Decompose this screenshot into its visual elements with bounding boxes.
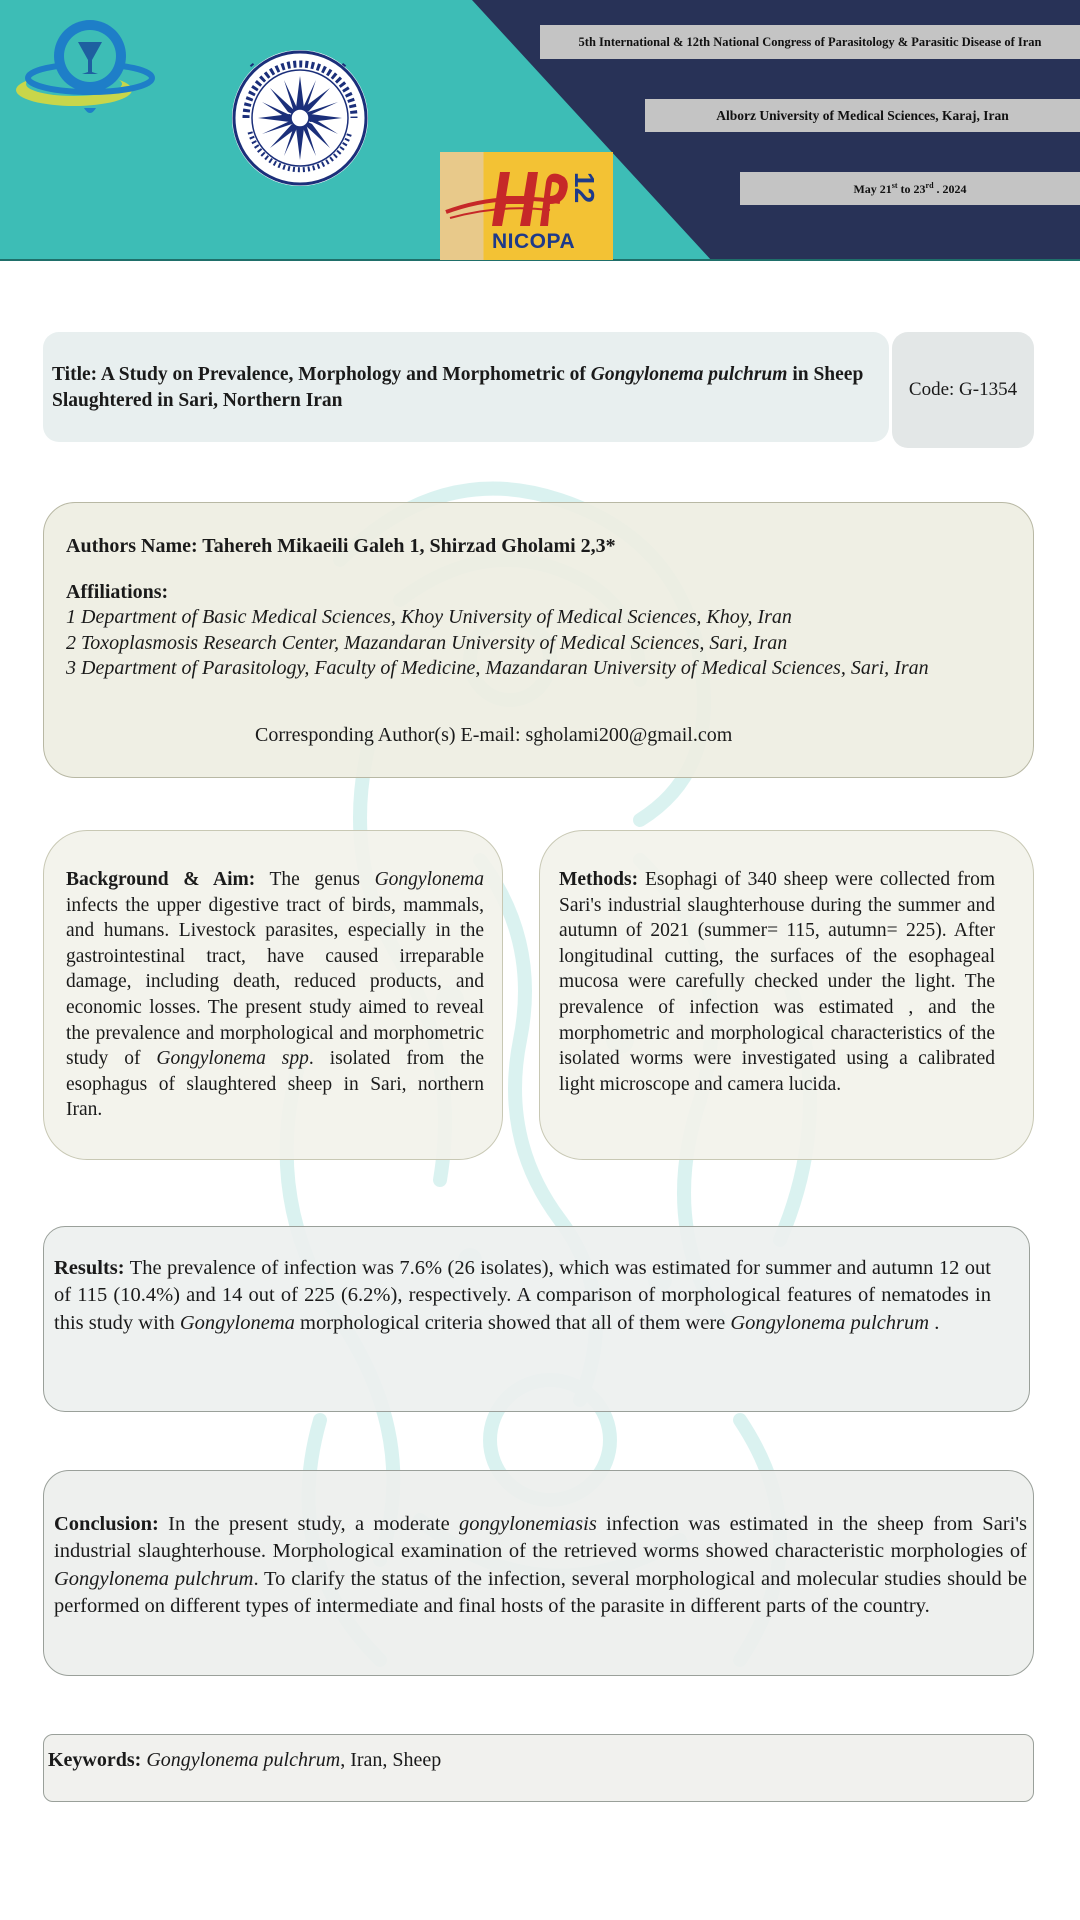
header — [0, 0, 1080, 261]
keyword-species: Gongylonema pulchrum — [146, 1749, 341, 1771]
congress-logo-icon — [14, 12, 164, 132]
congress-name: 5th International & 12th National Congress of Parasitology & Parasitic Disease of Iran — [578, 34, 1042, 49]
results-label: Results: — [54, 1257, 125, 1279]
title-box — [43, 332, 889, 442]
congress-banner — [540, 25, 1080, 59]
keywords-rest: , Iran, Sheep — [340, 1749, 442, 1771]
authors-box — [43, 502, 1034, 778]
results-text: Results: The prevalence of infection was 7.6% (26 isolates), which was estimated for summer and autumn 12 out of 115 (10.4%) and 14 out of 225 (6.2%), respectively. A comparison of morphological features of nematodes in this study with Gongylonema morphological criteria showed that all of them were Gongylonema pulchrum . — [54, 1257, 991, 1334]
university-name: Alborz University of Medical Sciences, Karaj, Iran — [716, 107, 1009, 123]
conclusion-label: Conclusion: — [54, 1513, 159, 1535]
abstract-code: Code: G-1354 — [908, 379, 1018, 400]
affiliation-3: 3 Department of Parasitology, Faculty of Medicine, Mazandaran University of Medical Sciences, Sari, Iran — [66, 657, 929, 679]
nicopa-number: 12 — [569, 172, 600, 204]
background-label: Background & Aim: — [66, 869, 256, 890]
background-box — [43, 830, 503, 1160]
conclusion-text: Conclusion: In the present study, a moderate gongylonemiasis infection was estimated in the sheep from Sari's industrial slaughterhouse. Morphological examination of the retrieved worms showed characteristic morphologies of Gongylonema pulchrum. To clarify the status of the infection, several morphological and molecular studies should be performed on different types of intermediate and final hosts of the parasite in different parts of the country. — [54, 1513, 1027, 1617]
nicopa-label: NICOPA — [492, 230, 576, 253]
congress-date: May 21st to 23rd . 2024 — [853, 180, 967, 196]
methods-label: Methods: — [559, 869, 639, 890]
title-suffix: in Sheep Slaughtered in Sari, Northern Iran — [52, 364, 864, 411]
authors-name: Authors Name: Tahereh Mikaeili Galeh 1, Shirzad Gholami 2,3* — [66, 535, 616, 557]
title-species: Gongylonema pulchrum — [590, 364, 788, 385]
title-prefix: Title: A Study on Prevalence, Morphology and Morphometric of — [52, 364, 591, 385]
background-text: Background & Aim: The genus Gongylonema infects the upper digestive tract of birds, mammals, and humans. Livestock parasites, especially in the gastrointestinal tract, have caused irreparable damage, including death, reduced products, and economic losses. The present study aimed to reveal the prevalence and morphological and morphometric study of Gongylonema spp. isolated from the esophagus of slaughtered sheep in Sari, northern Iran. — [66, 869, 485, 1121]
affiliation-2: 2 Toxoplasmosis Research Center, Mazandaran University of Medical Sciences, Sari, Iran — [66, 631, 788, 654]
date-banner — [740, 172, 1080, 205]
conclusion-box — [43, 1470, 1034, 1676]
methods-box — [539, 830, 1034, 1160]
results-box — [43, 1226, 1030, 1412]
code-box — [892, 332, 1034, 448]
affiliation-1: 1 Department of Basic Medical Sciences, Khoy University of Medical Sciences, Khoy, Iran — [66, 606, 792, 628]
methods-text: Methods: Esophagi of 340 sheep were collected from Sari's industrial slaughterhouse during the summer and autumn of 2021 (summer= 115, autumn= 225). After longitudinal cutting, the surfaces of the esophageal mucosa were carefully checked under the light. The prevalence of infection was estimated , and the morphometric and morphological characteristics of the isolated worms were investigated using a calibrated light microscope and camera lucida. — [559, 869, 995, 1095]
iranian-society-parasitology-seal-icon — [230, 48, 370, 188]
nicopa-12-logo-icon — [440, 152, 613, 260]
corresponding-email: Corresponding Author(s) E-mail: sgholami200@gmail.com — [255, 724, 733, 746]
keywords-label: Keywords: — [48, 1749, 142, 1771]
university-banner — [645, 99, 1080, 132]
keywords-box — [43, 1734, 1034, 1802]
affiliations-heading: Affiliations: — [66, 581, 169, 603]
